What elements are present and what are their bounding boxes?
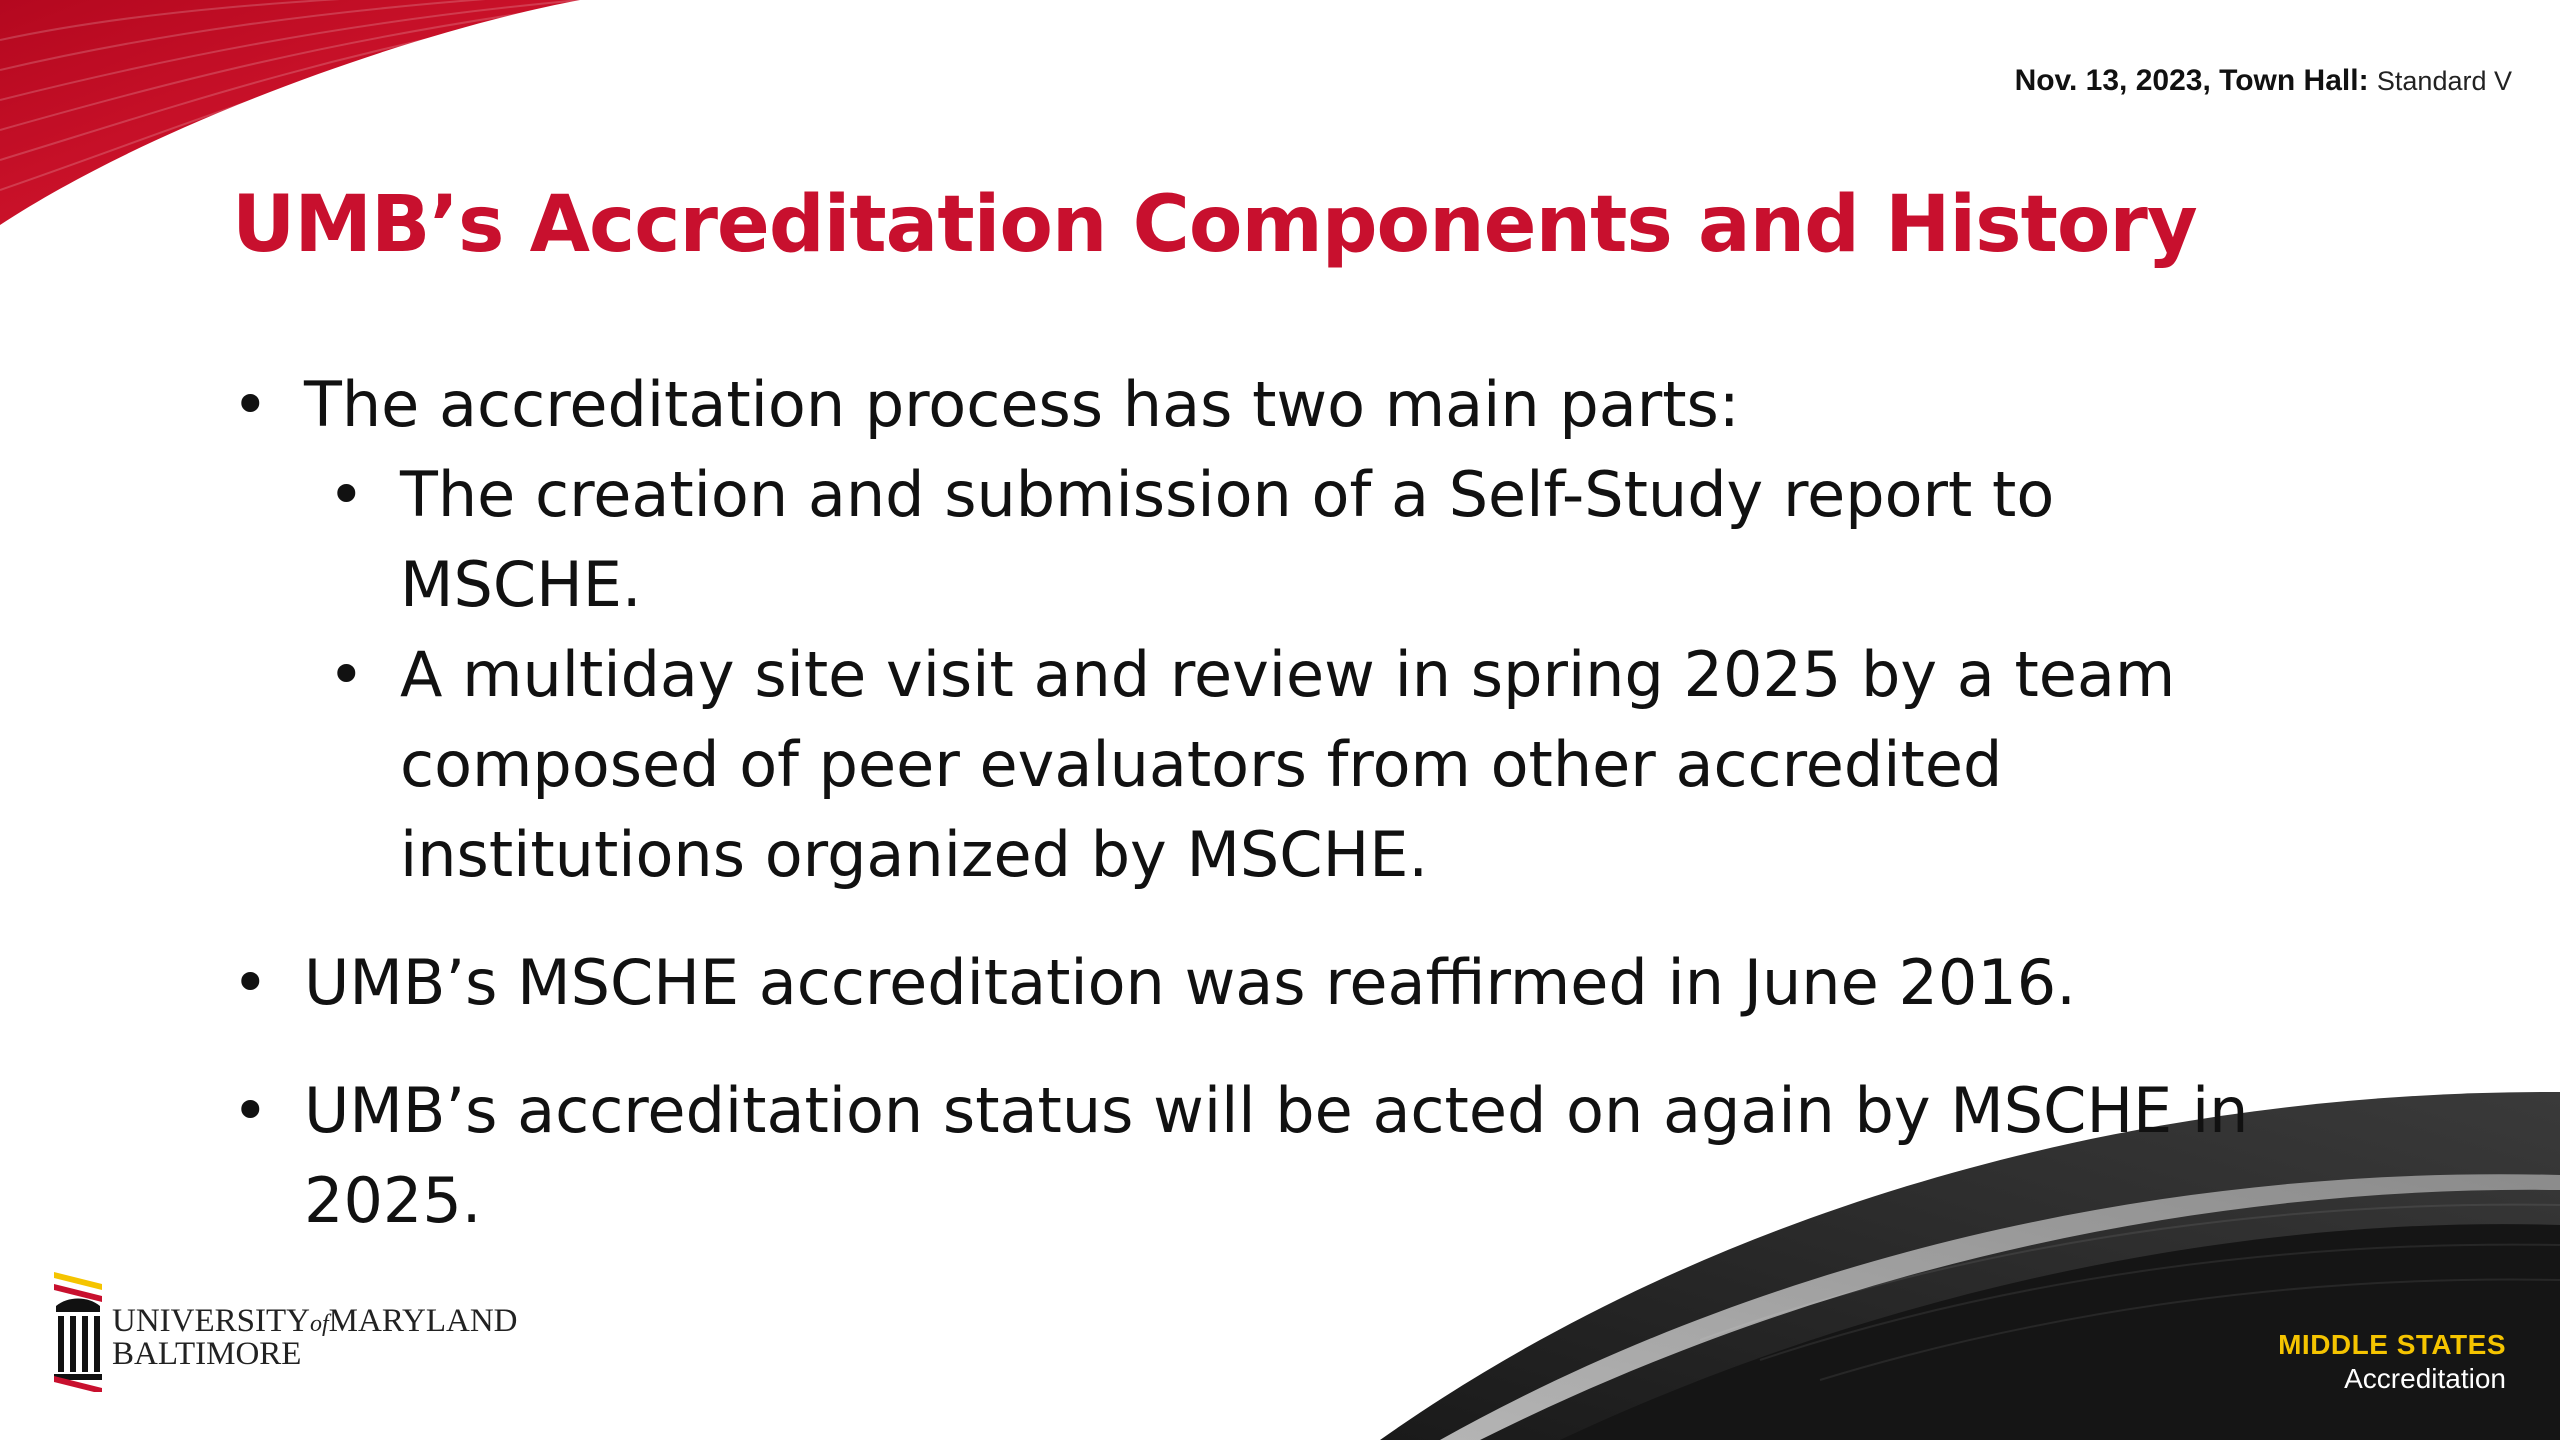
logo-baltimore: BALTIMORE [112, 1336, 302, 1372]
sub-bullet-item-1 [304, 450, 2312, 630]
badge-bottom-text: Accreditation [2344, 1363, 2506, 1394]
sub-bullet-line: composed of peer evaluators from other accredited [400, 728, 2003, 801]
bullet-item-1 [232, 360, 2312, 900]
sub-bullet-line: • A multiday site visit and review in spring 2025 by a team [400, 638, 2176, 711]
header-date-label: Nov. 13, 2023, Town Hall: [2014, 64, 2369, 97]
sub-bullet-line: institutions organized by MSCHE. [400, 818, 1429, 891]
umb-logo [48, 1262, 528, 1392]
badge-top-text: MIDDLE STATES [2278, 1329, 2506, 1360]
bullet-line: • UMB’s accreditation status will be acted on again by MSCHE in [304, 1074, 2249, 1147]
logo-maryland: MARYLAND [328, 1303, 518, 1339]
header-standard-label: Standard V [2376, 66, 2512, 96]
logo-of: of [309, 1311, 329, 1337]
column-icon [48, 1262, 108, 1392]
sub-bullet-text: The creation and submission of a Self-Study report to MSCHE. [400, 458, 2055, 621]
slide-title: UMB’s Accreditation Components and History [232, 180, 2197, 270]
logo-wordmark [112, 1303, 518, 1372]
bullet-item-3 [232, 1066, 2312, 1246]
bullet-item-2 [232, 938, 2312, 1028]
header-note [2015, 64, 2512, 98]
sub-bullet-list [304, 450, 2312, 900]
bullet-line: 2025. [304, 1164, 482, 1237]
sub-bullet-item-2 [304, 630, 2312, 900]
bullet-list [232, 360, 2312, 1284]
middle-states-badge [2278, 1328, 2506, 1396]
bullet-text: The accreditation process has two main parts: [304, 368, 1740, 441]
bullet-text: UMB’s MSCHE accreditation was reaffirmed in June 2016. [304, 946, 2076, 1019]
logo-university: UNIVERSITY [112, 1303, 310, 1339]
